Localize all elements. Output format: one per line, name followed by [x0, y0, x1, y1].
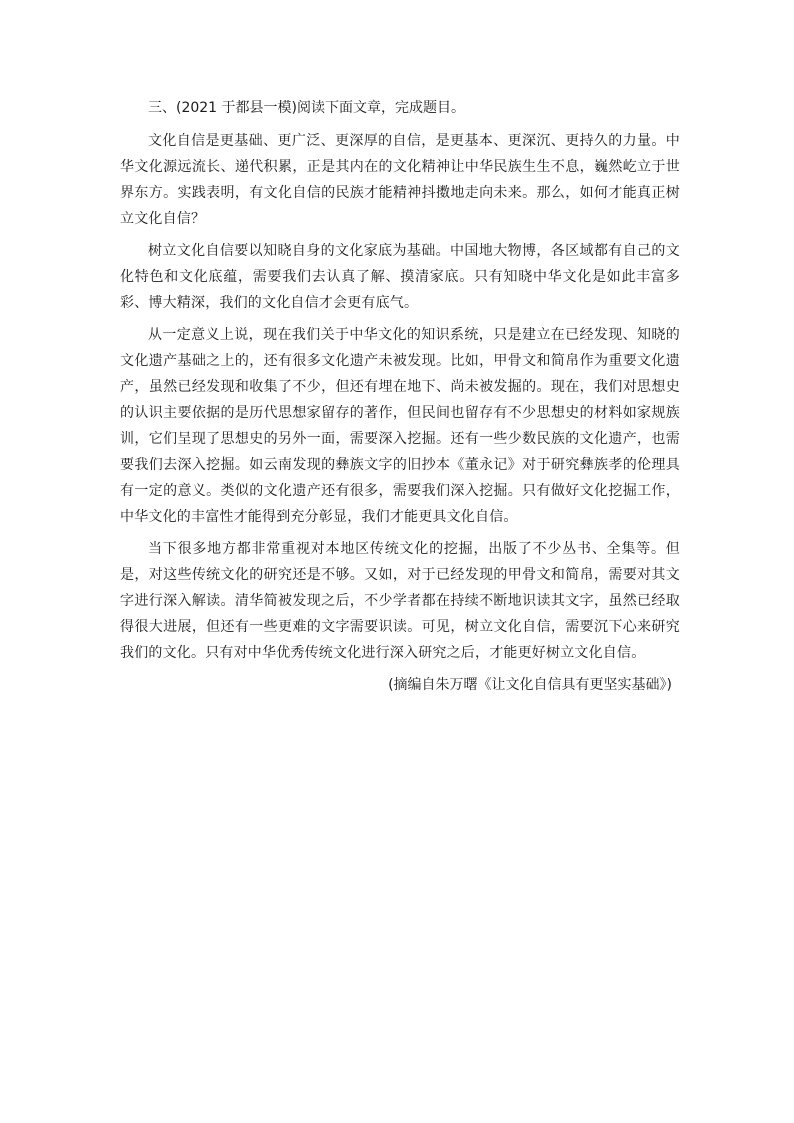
article-paragraph-4: 当下很多地方都非常重视对本地区传统文化的挖掘，出版了不少丛书、全集等。但是，对这些传统文化的研究还是不够。又如，对于已经发现的甲骨文和简帛，需要对其文字进行深入解读。清华简被发现之后，不少学者都在持续不断地识读其文字，虽然已经取得很大进展，但还有一些更难的文字需要识读。可见，树立文化自信，需要沉下心来研究我们的文化。只有对中华优秀传统文化进行深入研究之后，才能更好树立文化自信。 — [120, 541, 680, 661]
article-paragraph-3: 从一定意义上说，现在我们关于中华文化的知识系统，只是建立在已经发现、知晓的文化遗产基础之上的，还有很多文化遗产未被发现。比如，甲骨文和简帛作为重要文化遗产，虽然已经发现和收集了不少，但还有埋在地下、尚未被发掘的。现在，我们对思想史的认识主要依据的是历代思想家留存的著作，但民间也留存有不少思想史的材料如家规族训，它们呈现了思想史的另外一面，需要深入挖掘。还有一些少数民族的文化遗产，也需要我们去深入挖掘。如云南发现的彝族文字的旧抄本《董永记》对于研究彝族孝的伦理具有一定的意义。类似的文化遗产还有很多，需要我们深入挖掘。只有做好文化挖掘工作，中华文化的丰富性才能得到充分彰显，我们才能更具文化自信。 — [120, 327, 680, 525]
article-paragraph-2: 树立文化自信要以知晓自身的文化家底为基础。中国地大物博，各区域都有自己的文化特色和文化底蕴，需要我们去认真了解、摸清家底。只有知晓中华文化是如此丰富多彩、博大精深，我们的文化自信才会更有底气。 — [120, 243, 680, 311]
article-source: (摘编自朱万曙《让文化自信具有更坚实基础》) — [388, 677, 672, 693]
question-heading: 三、(2021 于都县一模)阅读下面文章，完成题目。 — [148, 100, 466, 116]
document-page — [120, 94, 680, 698]
article-paragraph-1: 文化自信是更基础、更广泛、更深厚的自信，是更基本、更深沉、更持久的力量。中华文化源远流长、递代积累，正是其内在的文化精神让中华民族生生不息，巍然屹立于世界东方。实践表明，有文化自信的民族才能精神抖擞地走向未来。那么，如何才能真正树立文化自信？ — [120, 133, 680, 227]
